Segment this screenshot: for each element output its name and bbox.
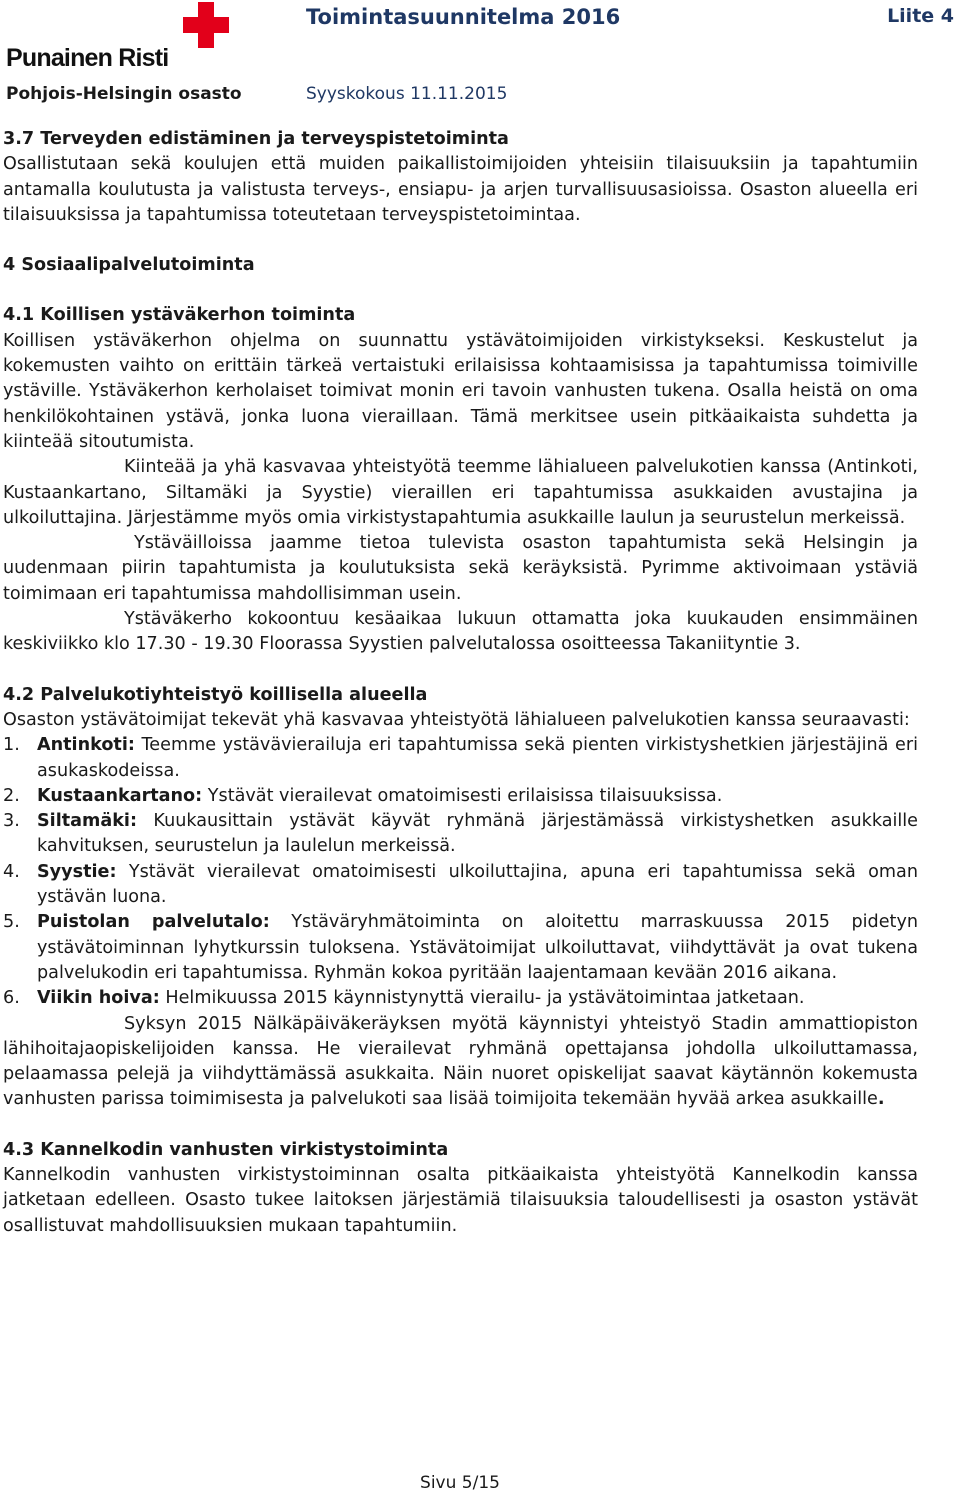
partner-description: Kuukausittain ystävät käyvät ryhmänä järjestämässä virkistyshetken asukkaille kahvituksen, seurustelun ja laulelun merkeissä. [37, 811, 918, 857]
list-item [3, 809, 918, 860]
document-body [3, 127, 918, 1239]
section-4-3-text: Kannelkodin vanhusten virkistystoiminnan osalta pitkäaikaista yhteistyötä Kannelkodin kanssa jatketaan edelleen. Osasto tukee laitoksen järjestämiä tilaisuuksia taloudellisesti ja osaston ystävät osallistuvat mahdollisuuksien mukaan tapahtumiin. [3, 1164, 918, 1236]
partner-name: Viikin hoiva: [37, 988, 160, 1009]
partner-name: Antinkoti: [37, 735, 135, 756]
partner-name: Kustaankartano: [37, 785, 203, 806]
section-heading-4-3: 4.3 Kannelkodin vanhusten virkistystoiminta [3, 1139, 449, 1160]
section-4-2-intro: Osaston ystävätoimijat tekevät yhä kasvavaa yhteistyötä lähialueen palvelukotien kanssa seuraavasti: [3, 709, 910, 730]
section-heading-4-2: 4.2 Palvelukotiyhteistyö koillisella alueella [3, 684, 428, 705]
section-heading-3-7: 3.7 Terveyden edistäminen ja terveyspistetoiminta [3, 129, 509, 149]
partner-description: Teemme ystävävierailuja eri tapahtumissa sekä pienten virkistyshetkien järjestäjinä eri asukaskodeissa. [37, 735, 919, 781]
list-number: 3. [3, 811, 20, 832]
list-number: 6. [3, 988, 20, 1009]
partner-description: Ystävät vierailevat omatoimisesti ulkoiluttajina, apuna eri tapahtumissa sekä oman ystävän luona. [37, 861, 918, 908]
list-number: 1. [3, 735, 20, 756]
page-header [0, 0, 960, 110]
section-4-1-paragraph: Koillisen ystäväkerhon ohjelma on suunnattu ystävätoimijoiden virkistykseksi. Keskustelut ja kokemusten vaihto on erittäin tärkeä vertaistuki erilaisissa kohtaamisissa ja tapahtumissa toimiville ystäville. Ystäväkerhon kerholaiset toimivat monin eri tavoin vanhusten tukena. Osalla heistä on oma henkilökohtainen ystävä, jonka luona vieraillaan. Tämä merkitsee usein pitkäaikaista suhdetta ja kiinteää sitoutumista. [3, 330, 918, 452]
section-3-7-text: Osallistutaan sekä koulujen että muiden paikallistoimijoiden yhteisiin tilaisuuksiin ja tapahtumiin antamalla koulutusta ja valistusta terveys-, ensiapu- ja arjen turvallisuusasioissa. Osaston alueella eri tilaisuuksissa ja tapahtumissa toteutetaan terveyspistetoimintaa. [3, 154, 918, 225]
partner-list [3, 733, 918, 1011]
section-4-1-paragraph: Ystäväilloissa jaamme tietoa tulevista osaston tapahtumista sekä Helsingin ja uudenmaan piirin tapahtumista ja koulutuksista sekä keräyksistä. Pyrimme aktivoimaan ystäviä toimimaan eri tapahtumissa mahdollisimman usein. [3, 533, 918, 604]
section-heading-4-1: 4.1 Koillisen ystäväkerhon toiminta [3, 305, 356, 326]
meeting-date: Syyskokous 11.11.2015 [306, 84, 508, 104]
organization-name: Punainen Risti [6, 44, 169, 72]
partner-name: Puistolan palvelutalo: [37, 912, 270, 933]
red-cross-logo-icon [183, 2, 229, 48]
partner-description: Helmikuussa 2015 käynnistynyttä vierailu- ja ystävätoimintaa jatketaan. [165, 988, 805, 1009]
partner-description: Ystäväryhmätoiminta on aloitettu marraskuussa 2015 pidetyn ystävätoiminnan lyhytkurssin tuloksena. Ystävätoimijat ulkoiluttavat, viihdyttävät ja ovat tukena palvelukodin eri tapahtumissa. Ryhmän kokoa pyritään laajentamaan kevään 2016 aikana. [37, 912, 919, 983]
section-4-1-paragraph: Kiinteää ja yhä kasvavaa yhteistyötä teemme lähialueen palvelukotien kanssa (Antinkoti, Kustaankartano, Siltamäki ja Syystie) vieraillen eri tapahtumissa asukkaiden avustajina ja ulkoiluttajina. Järjestämme myös omia virkistystapahtumia asukkaille laulun ja seurustelun merkeissä. [3, 457, 918, 528]
document-title: Toimintasuunnitelma 2016 [306, 5, 621, 29]
page-number: Sivu 5/15 [420, 1473, 500, 1493]
section-4-1-paragraph: Ystäväkerho kokoontuu kesäaikaa lukuun ottamatta joka kuukauden ensimmäinen keskiviikko klo 17.30 - 19.30 Floorassa Syystien palvelutalossa osoitteessa Takaniityntie 3. [3, 609, 918, 655]
list-item [3, 733, 918, 784]
list-item [3, 910, 918, 986]
branch-name: Pohjois-Helsingin osasto [6, 84, 242, 104]
closing-text: Syksyn 2015 Nälkäpäiväkeräyksen myötä käynnistyi yhteistyö Stadin ammattiopiston lähihoitajaopiskelijoiden kanssa. He vierailevat ryhmänä opettajansa johdolla ulkoiluttamassa, pelaamassa pelejä ja viihdyttämässä asukkaita. Näin nuoret opiskelijat saavat käytännön kokemusta vanhusten parissa toimimisesta ja palvelukoti saa lisää toimijoita tekemään hyvää arkea asukkaille [3, 1013, 918, 1110]
list-number: 5. [3, 912, 20, 933]
list-number: 2. [3, 785, 20, 806]
partner-description: Ystävät vierailevat omatoimisesti erilaisissa tilaisuuksissa. [207, 785, 723, 806]
list-item [3, 986, 918, 1011]
list-item [3, 860, 918, 911]
closing-period: . [877, 1089, 885, 1110]
list-item [3, 784, 918, 809]
section-4-2-closing [3, 1012, 918, 1113]
partner-name: Syystie: [37, 861, 117, 882]
appendix-label: Liite 4 [887, 5, 954, 27]
partner-name: Siltamäki: [37, 811, 137, 832]
list-number: 4. [3, 861, 20, 882]
section-heading-4: 4 Sosiaalipalvelutoiminta [3, 255, 255, 276]
